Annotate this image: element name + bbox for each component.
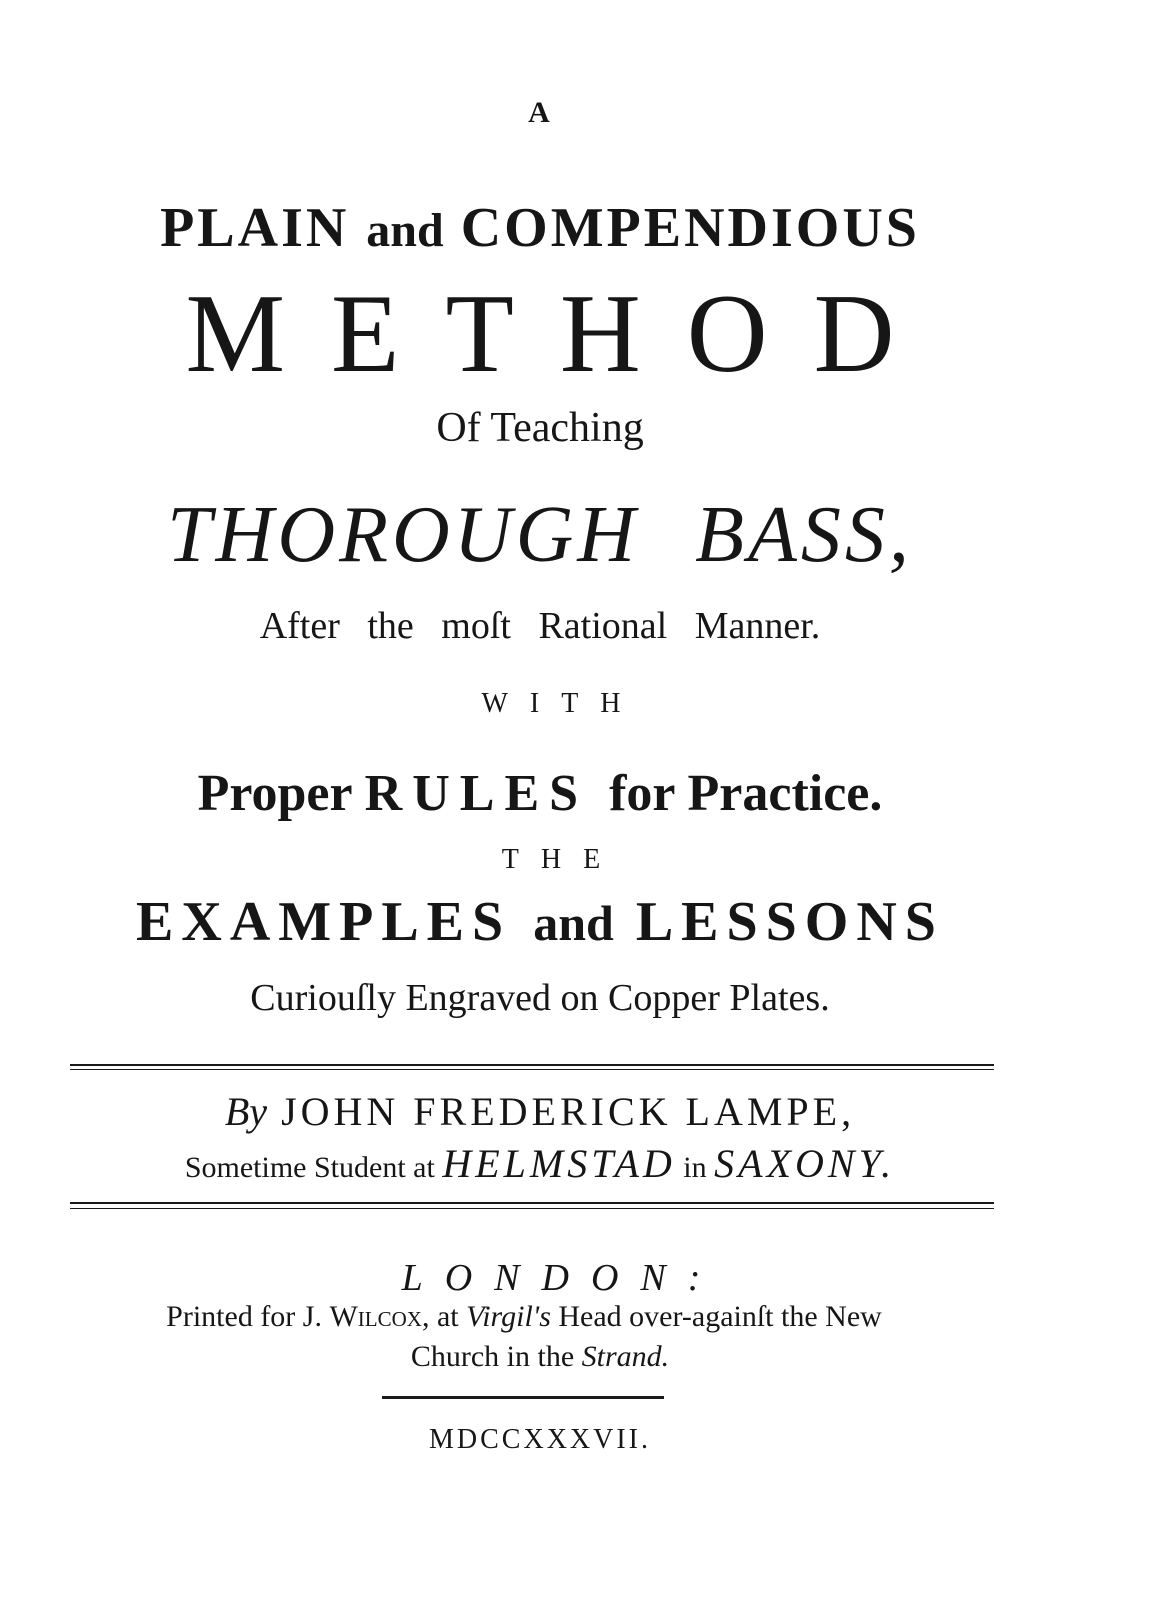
title-word-thorough: THOROUGH [167,491,640,579]
divider-top [70,1064,994,1066]
author-affiliation [0,1140,1080,1187]
author-in: in [683,1151,707,1184]
title-method: METHOD [185,272,941,396]
author-place-helmstad: HELMSTAD [442,1141,676,1186]
subtitle-the: THE [501,844,623,875]
imprint-address: Head over-againſt the New [558,1300,882,1333]
imprint-church-line [0,1340,1080,1374]
subtitle-word-examples: EXAMPLES [136,891,512,953]
divider-bottom [70,1202,994,1204]
subtitle-word-proper: Proper [197,765,352,822]
divider-top-thin [70,1069,994,1070]
title-article: A [528,96,552,129]
author-name: JOHN FREDERICK LAMPE, [281,1089,856,1134]
imprint-printed-for: Printed for J. [166,1300,322,1333]
subtitle-with: WITH [481,688,643,719]
subtitle-curiously-engraved: Curiouſly Engraved on Copper Plates. [250,977,830,1019]
subtitle-proper-rules [0,764,1080,823]
title-line-plain-compendious [0,196,1080,260]
imprint-printed-line [0,1300,1048,1334]
subtitle-after: After the moſt Rational Manner. [259,605,821,647]
imprint-church: Church in the [410,1340,575,1373]
imprint-city: LONDON: [401,1257,723,1299]
title-word-compendious: COMPENDIOUS [460,197,920,259]
author-student-text: Sometime Student at [184,1151,435,1184]
imprint-street: Strand. [581,1340,670,1373]
title-of-teaching: Of Teaching [436,405,644,451]
imprint-sign: Virgil's [466,1300,551,1333]
title-word-and: and [366,204,444,257]
divider-year [382,1396,664,1399]
subtitle-word-rules: RULES [364,765,589,822]
subtitle-for-practice: for Practice. [609,765,883,822]
subtitle-word-and: and [533,895,614,951]
imprint-printer: Wilcox, [329,1300,430,1333]
subtitle-examples-lessons [0,890,1080,954]
title-word-bass: BASS, [695,491,913,579]
divider-bottom-thin [70,1208,994,1209]
subtitle-word-lessons: LESSONS [635,891,944,953]
author-line [0,1088,1080,1135]
imprint-at: at [436,1300,459,1333]
title-word-plain: PLAIN [160,197,350,259]
imprint-year: MDCCXXXVII. [429,1424,651,1455]
author-by: By [224,1089,268,1134]
title-thorough-bass [0,490,1080,581]
author-place-saxony: SAXONY. [714,1141,896,1186]
